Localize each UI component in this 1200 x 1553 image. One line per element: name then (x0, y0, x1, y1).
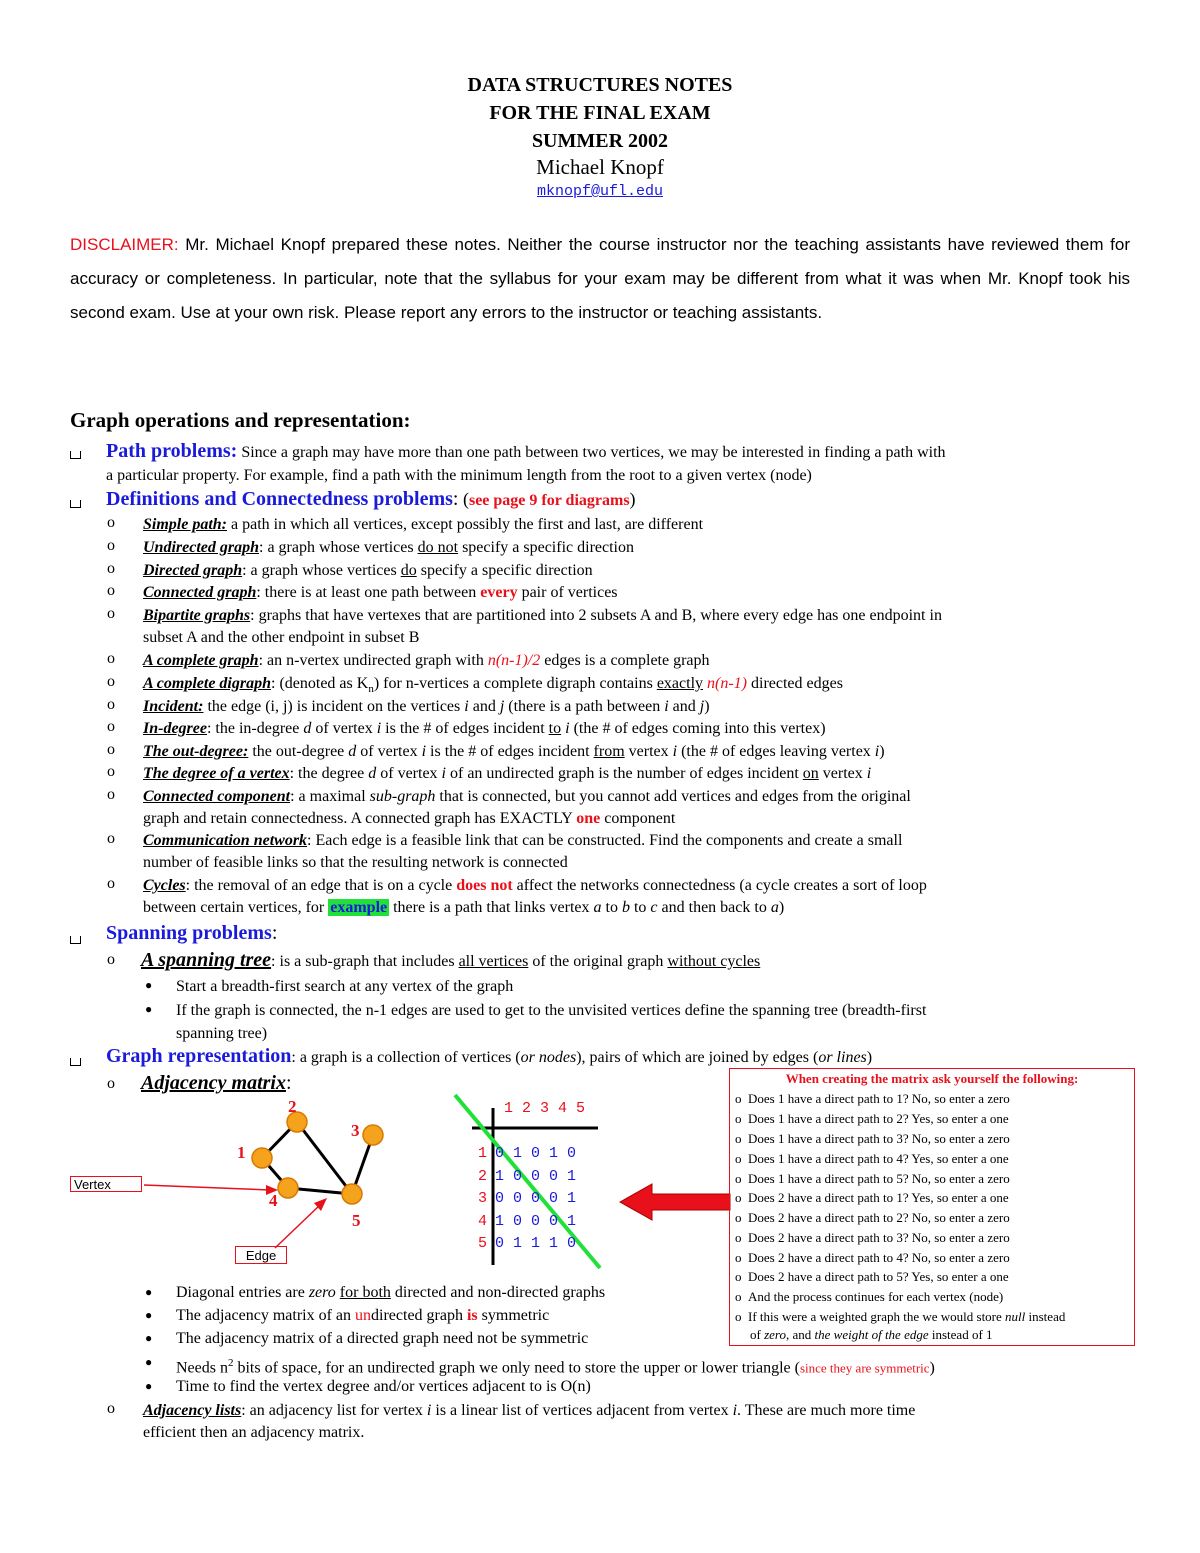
spanning-tree-def: A spanning tree: is a sub-graph that includes all vertices of the original graph without cycles (141, 949, 761, 971)
matrix-row: 1 0 0 0 1 (495, 1213, 577, 1230)
vertex-label-2: 2 (288, 1097, 297, 1116)
box-question: o Does 1 have a direct path to 5? No, so enter a zero (735, 1171, 1010, 1186)
path-problems: Path problems: Since a graph may have more than one path between two vertices, we may be interested in finding a path with (106, 440, 946, 462)
def-connected-component: Connected component: a maximal sub-graph that is connected, but you cannot add vertices and edges from the original (143, 788, 911, 805)
box-weighted-note-cont: of zero, and the weight of the edge instead of 1 (750, 1327, 993, 1342)
adj-bullet-4: Needs $n^2$ bits of space, for an undirected graph we only need to store the upper or lower triangle (since they are symmetric) (176, 1357, 935, 1377)
def-cycles-cont: between certain vertices, for example there is a path that links vertex a to b to c and then back to a) (143, 899, 785, 916)
dot-bullet-icon: ● (145, 978, 153, 992)
matrix-row-label: 2 (478, 1168, 488, 1185)
def-directed-graph: Directed graph: a graph whose vertices do specify a specific direction (143, 562, 593, 579)
box-question: o Does 2 have a direct path to 4? No, so enter a zero (735, 1250, 1010, 1265)
disclaimer-text: Mr. Michael Knopf prepared these notes. Neither the course instructor nor the teaching assistants have reviewed them for accuracy or completeness. In particular, note that the syllabus for your exam may be different from what it was when Mr. Knopf took his second exam. Use at your own risk. Please report any errors to the instructor or teaching assistants. (70, 235, 1130, 322)
box-weighted-note: o If this were a weighted graph the we would store null instead (735, 1309, 1066, 1324)
disclaimer-label: DISCLAIMER: (70, 235, 179, 254)
matrix-row-label: 3 (478, 1190, 488, 1207)
box-question: o Does 1 have a direct path to 1? No, so enter a zero (735, 1091, 1010, 1106)
box-question: o Does 1 have a direct path to 2? Yes, so enter a one (735, 1111, 1009, 1126)
box-title: When creating the matrix ask yourself the following: (785, 1071, 1079, 1086)
matrix-row-label: 4 (478, 1213, 488, 1230)
def-connected-graph: Connected graph: there is at least one path between every pair of vertices (143, 584, 618, 601)
box-question: o Does 2 have a direct path to 3? No, so enter a zero (735, 1230, 1010, 1245)
matrix-arrow-icon (620, 1184, 730, 1220)
path-problems-cont: a particular property. For example, find a path with the minimum length from the root to a given vertex (node) (106, 467, 812, 484)
box-question: o Does 1 have a direct path to 4? Yes, so enter a one (735, 1151, 1009, 1166)
circle-bullet-icon: o (107, 537, 115, 554)
def-cycles: Cycles: the removal of an edge that is on a cycle does not affect the networks connectedness (a cycle creates a sort of loop (143, 877, 927, 894)
matrix-row: 0 0 0 0 1 (495, 1190, 577, 1207)
def-complete-digraph: A complete digraph: (denoted as $K_n$) for n-vertices a complete digraph contains exactly n(n-1) directed edges (143, 675, 843, 696)
dot-bullet-icon: ● (145, 1379, 153, 1393)
matrix-row-label: 1 (478, 1145, 488, 1162)
doc-title-line3: SUMMER 2002 (531, 130, 669, 152)
circle-bullet-icon: o (107, 875, 115, 892)
def-communication-network-cont: number of feasible links so that the resulting network is connected (143, 854, 568, 871)
edge-arrow (275, 1205, 320, 1248)
circle-bullet-icon: o (107, 951, 115, 968)
def-communication-network: Communication network: Each edge is a feasible link that can be constructed. Find the components and create a small (143, 832, 903, 849)
spanning-heading: Spanning problems: (106, 922, 278, 944)
email-link[interactable]: mknopf@ufl.edu (536, 183, 664, 200)
circle-bullet-icon: o (107, 1400, 115, 1417)
vertex-4 (278, 1178, 298, 1198)
def-incident: Incident: the edge (i, j) is incident on the vertices i and j (there is a path between i and j) (143, 698, 710, 715)
box-question: o Does 1 have a direct path to 3? No, so enter a zero (735, 1131, 1010, 1146)
def-simple-path: Simple path: a path in which all vertices, except possibly the first and last, are different (143, 516, 704, 533)
matrix-row: 0 1 0 1 0 (495, 1145, 577, 1162)
matrix-row: 0 1 1 1 0 (495, 1235, 577, 1252)
adj-lists-def-cont: efficient then an adjacency matrix. (143, 1424, 365, 1441)
adj-bullet-1: Diagonal entries are zero for both directed and non-directed graphs (176, 1284, 606, 1301)
def-bipartite-cont: subset A and the other endpoint in subset B (143, 629, 420, 646)
edge-2-5 (297, 1122, 352, 1194)
dot-bullet-icon: ● (145, 1355, 153, 1369)
box-question: o Does 2 have a direct path to 1? Yes, so enter a one (735, 1190, 1009, 1205)
circle-bullet-icon: o (107, 560, 115, 577)
box-question: o Does 2 have a direct path to 2? No, so enter a zero (735, 1210, 1010, 1225)
vertex-3 (363, 1125, 383, 1145)
adj-matrix-heading: Adjacency matrix: (141, 1072, 292, 1094)
spanning-bullet-1: Start a breadth-first search at any vertex of the graph (176, 978, 514, 995)
matrix-questions-box (729, 1068, 1135, 1346)
adj-bullet-5: Time to find the vertex degree and/or vertices adjacent to is O(n) (176, 1378, 591, 1395)
doc-title-line1: DATA STRUCTURES NOTES (467, 74, 733, 96)
circle-bullet-icon: o (107, 650, 115, 667)
vertex-label-3: 3 (351, 1121, 360, 1140)
box-question: o Does 2 have a direct path to 5? Yes, so enter a one (735, 1269, 1009, 1284)
definitions-heading: Definitions and Connectedness problems: (see page 9 for diagrams) (106, 488, 636, 510)
circle-bullet-icon: o (107, 786, 115, 803)
box-question: o And the process continues for each vertex (node) (735, 1289, 1004, 1304)
adj-bullet-3: The adjacency matrix of a directed graph need not be symmetric (176, 1330, 589, 1347)
adj-lists-def: Adjacency lists: an adjacency list for vertex i is a linear list of vertices adjacent from vertex i. These are much more time (143, 1402, 916, 1419)
circle-bullet-icon: o (107, 718, 115, 735)
vertex-5 (342, 1184, 362, 1204)
circle-bullet-icon: o (107, 763, 115, 780)
vertex-callout: Vertex (70, 1176, 142, 1192)
vertex-label-5: 5 (352, 1211, 361, 1230)
graph-rep-heading: Graph representation: a graph is a collection of vertices (or nodes), pairs of which are joined by edges (or lines) (106, 1045, 873, 1067)
circle-bullet-icon: o (107, 673, 115, 690)
def-degree: The degree of a vertex: the degree d of vertex i of an undirected graph is the number of edges incident on vertex i (143, 765, 872, 782)
section-title: Graph operations and representation: (70, 408, 411, 432)
circle-bullet-icon: o (107, 514, 115, 531)
circle-bullet-icon: o (107, 1075, 115, 1092)
def-complete-graph: A complete graph: an n-vertex undirected graph with n(n-1)/2 edges is a complete graph (143, 652, 710, 669)
adj-bullet-2: The adjacency matrix of an undirected graph is symmetric (176, 1307, 550, 1324)
vertex-1 (252, 1148, 272, 1168)
circle-bullet-icon: o (107, 741, 115, 758)
vertex-label-4: 4 (269, 1191, 278, 1210)
doc-title-line2: FOR THE FINAL EXAM (489, 102, 711, 124)
vertex-arrow (144, 1185, 270, 1190)
matrix-row: 1 0 0 0 1 (495, 1168, 577, 1185)
circle-bullet-icon: o (107, 605, 115, 622)
edge-callout: Edge (235, 1246, 287, 1264)
dot-bullet-icon: ● (145, 1285, 153, 1299)
author-name: Michael Knopf (536, 155, 664, 179)
matrix-row-label: 5 (478, 1235, 488, 1252)
circle-bullet-icon: o (107, 830, 115, 847)
def-connected-component-cont: graph and retain connectedness. A connected graph has EXACTLY one component (143, 810, 676, 827)
dot-bullet-icon: ● (145, 1308, 153, 1322)
spanning-bullet-2-cont: spanning tree) (176, 1025, 268, 1042)
def-in-degree: In-degree: the in-degree d of vertex i is the # of edges incident to i (the # of edges coming into this vertex) (143, 720, 826, 737)
circle-bullet-icon: o (107, 696, 115, 713)
def-undirected-graph: Undirected graph: a graph whose vertices do not specify a specific direction (143, 539, 634, 556)
dot-bullet-icon: ● (145, 1002, 153, 1016)
def-bipartite: Bipartite graphs: graphs that have vertexes that are partitioned into 2 subsets A and B, where every edge has one endpoint in (143, 607, 942, 624)
spanning-bullet-2: If the graph is connected, the n-1 edges are used to get to the unvisited vertices define the spanning tree (breadth-first (176, 1002, 927, 1019)
vertex-label-1: 1 (237, 1143, 246, 1162)
def-out-degree: The out-degree: the out-degree d of vertex i is the # of edges incident from vertex i (the # of edges leaving vertex i) (143, 743, 885, 760)
matrix-column-header: 1 2 3 4 5 (504, 1100, 586, 1117)
circle-bullet-icon: o (107, 582, 115, 599)
dot-bullet-icon: ● (145, 1331, 153, 1345)
